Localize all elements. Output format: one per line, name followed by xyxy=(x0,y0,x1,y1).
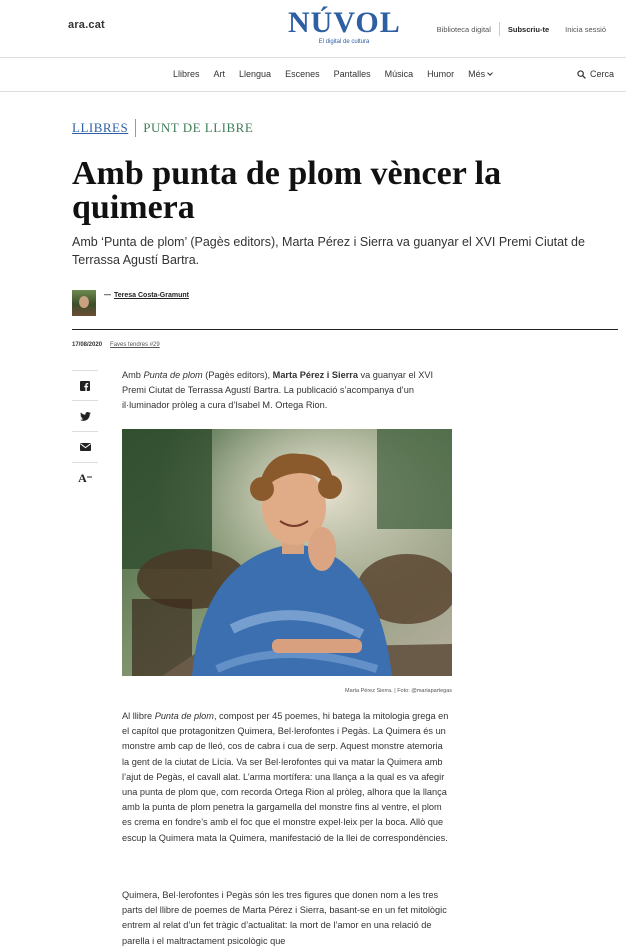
nav-item-pantalles[interactable]: Pantalles xyxy=(333,69,371,79)
text: va guanyar el XVI Premi Ciutat de Terrassa Agustí Bartra. La publicació s’acompanya d’un il·luminador pròleg a cura d’Isabel M. Ortega Rion. xyxy=(122,370,434,411)
logo-wordmark: NÚVOL xyxy=(288,6,401,39)
category-link[interactable]: LLIBRES xyxy=(72,120,129,135)
font-size-icon: A xyxy=(78,471,87,485)
digital-library-link[interactable]: Biblioteca digital xyxy=(436,24,491,34)
text: (Pagès editors), xyxy=(202,370,273,380)
divider xyxy=(135,119,136,137)
chevron-down-icon xyxy=(487,70,493,76)
facebook-icon xyxy=(80,381,90,391)
nuvol-logo[interactable] xyxy=(288,6,400,45)
share-twitter-button[interactable] xyxy=(72,401,98,432)
top-bar xyxy=(0,0,626,58)
login-link[interactable]: Inicia sessió xyxy=(565,24,606,34)
nav-item-llibres[interactable]: Llibres xyxy=(173,69,200,79)
section-link[interactable]: PUNT DE LLIBRE xyxy=(143,120,254,135)
series-tag-link[interactable]: Faves tendres #29 xyxy=(110,342,160,348)
logo-tagline: El digital de cultura xyxy=(318,39,370,45)
twitter-icon xyxy=(80,412,91,421)
font-size-button[interactable] xyxy=(72,463,98,494)
author-block xyxy=(72,290,189,316)
text: Al llibre xyxy=(122,711,155,721)
article-paragraph xyxy=(122,709,452,846)
avatar[interactable] xyxy=(72,290,96,316)
article-title: Amb punta de plom vèncer la quimera xyxy=(72,155,502,226)
book-title-italic: Punta de plom xyxy=(154,711,214,721)
search-icon xyxy=(577,70,586,79)
author-dash: — xyxy=(104,292,111,299)
nav-item-musica[interactable]: Música xyxy=(384,69,414,79)
nav-item-escenes[interactable]: Escenes xyxy=(285,69,320,79)
share-facebook-button[interactable] xyxy=(72,370,98,401)
author-bold: Marta Pérez i Sierra xyxy=(272,370,358,380)
text: , compost per 45 poemes, hi batega la mitologia grega en el capítol que protagonitzen Quimera, Bel·lerofontes i Pegàs. La Quimera és un monstre amb cap de lleó, cos de cabra i cua de serp. Aquest monstre atemoria la gent de la ciutat de Lícia. Va ser Bel·lerofontes qui va matar la Quimera amb l’ajut de Pegàs, el cavall alat. L’arma mortífera: una llança a la qual es va afegir una punta de plom que, com recorda Ortega Rion al pròleg, alhora que la llança amb la punta de plom penetra la gargamella del monstre fins al ventre, el plom es crema en fondre’s amb el foc que el monstre expel·leix per la boca. Allò que escup la Quimera mata la Quimera, manifestació de la llei de correspondències. xyxy=(122,711,449,843)
article-subtitle: Amb ‘Punta de plom’ (Pagès editors), Marta Pérez i Sierra va guanyar el XVI Premi Ciutat de Terrassa Agustí Bartra. xyxy=(72,235,585,267)
article-paragraph: Quimera, Bel·lerofontes i Pegàs són les tres figures que donen nom a les tres parts del llibre de poemes de Marta Pérez i Sierra, basant-se en un fet mitològic entrem al relat d’un fet tràgic d’actualitat: la mort de l’amor en una relació de parella i el maltractament psicològic que xyxy=(122,890,447,946)
nav-item-llengua[interactable]: Llengua xyxy=(239,69,272,79)
share-mail-button[interactable] xyxy=(72,432,98,463)
divider xyxy=(72,329,618,330)
search-button[interactable] xyxy=(577,69,614,79)
book-title-italic: Punta de plom xyxy=(143,370,203,380)
photo-caption: Marta Pérez Sierra. | Foto: @mariapartegas xyxy=(345,688,452,694)
search-label: Cerca xyxy=(589,69,614,79)
text: Amb xyxy=(122,370,144,380)
mail-icon xyxy=(80,443,91,451)
minus-icon xyxy=(87,476,92,481)
category-row xyxy=(72,119,253,137)
subscribe-link[interactable]: Subscriu-te xyxy=(507,24,550,34)
main-nav xyxy=(0,58,626,92)
article-paragraph xyxy=(122,368,452,414)
article-meta xyxy=(72,342,160,348)
publish-date: 17/08/2020 xyxy=(72,342,103,348)
author-name: Teresa Costa-Gramunt xyxy=(114,292,189,299)
account-links xyxy=(429,22,614,36)
nav-item-humor[interactable]: Humor xyxy=(427,69,455,79)
ara-link[interactable]: ara.cat xyxy=(68,19,105,31)
nav-item-mes[interactable] xyxy=(468,69,492,79)
nav-item-mes-label: Més xyxy=(468,69,486,79)
share-bar xyxy=(72,370,98,494)
author-link[interactable] xyxy=(104,292,189,299)
nav-items xyxy=(166,69,499,79)
nav-item-art[interactable]: Art xyxy=(213,69,226,79)
author-photo xyxy=(122,429,452,676)
